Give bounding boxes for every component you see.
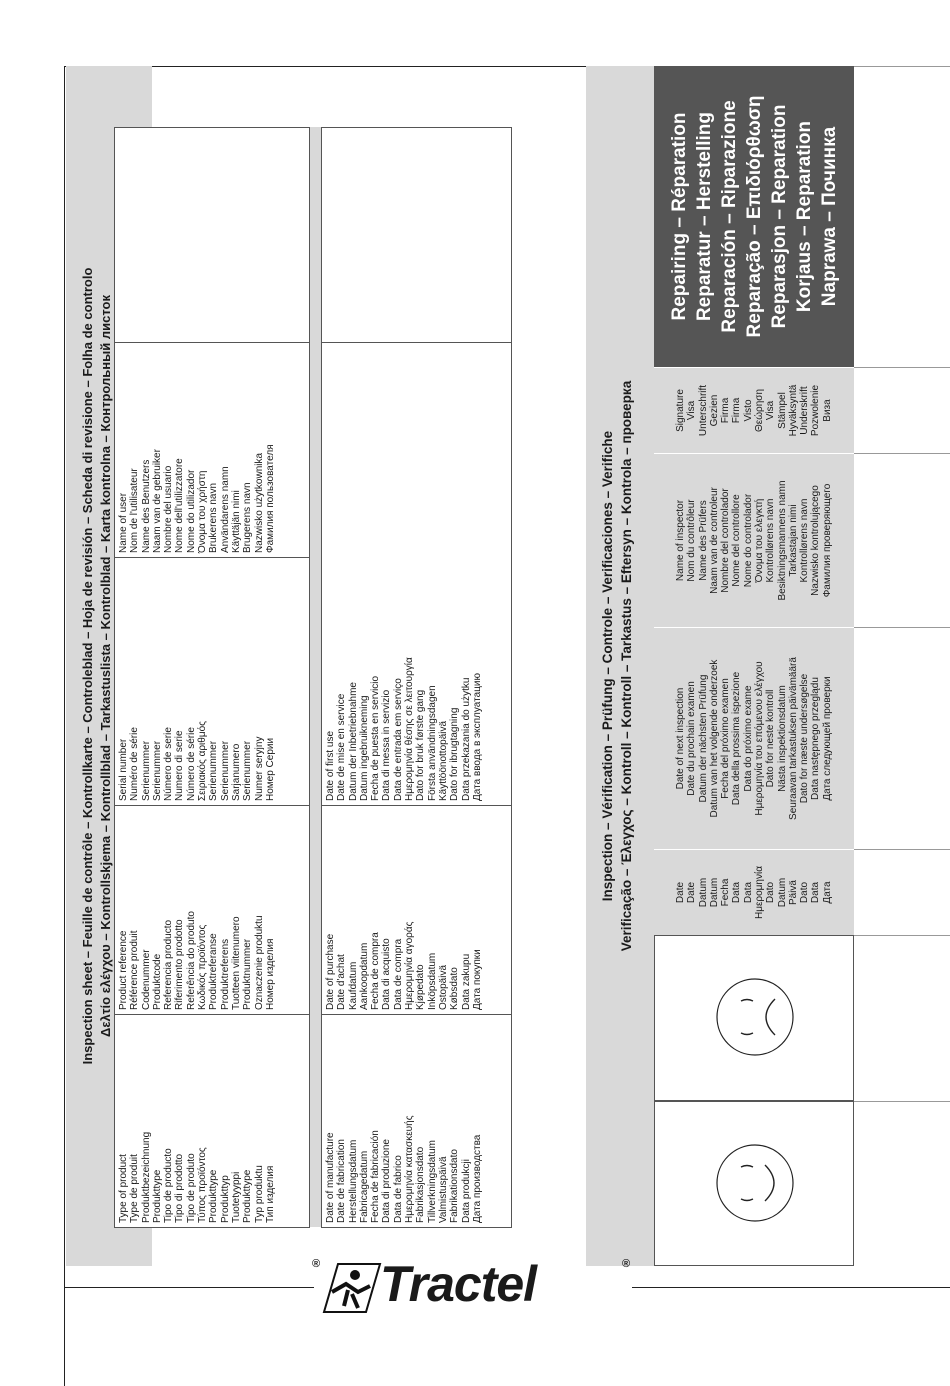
text-line: Datum van het volgende onderzoek — [708, 659, 720, 818]
inspector-entry[interactable] — [854, 453, 950, 627]
text-line: Τύπος προϊόντος — [197, 1147, 209, 1223]
text-line: Reparasjon – Reparation — [768, 104, 790, 329]
text-line: Oznaczenie produktu — [253, 915, 265, 1010]
text-line: Serial number — [118, 738, 129, 801]
text-line: Dato for neste kontroll — [765, 689, 777, 788]
text-line: Ημερομηνία κατασκευής — [404, 1115, 416, 1223]
product-reference-cell[interactable] — [115, 806, 310, 1015]
happy-face-icon — [713, 1141, 797, 1225]
text-line: Номер Серии — [264, 737, 276, 801]
text-line: Serienummer — [140, 740, 152, 801]
text-line: Brukerens navn — [208, 482, 220, 553]
text-line: Kontrollørens navn — [799, 498, 811, 583]
text-line: Type de produit — [129, 1154, 141, 1223]
date-of-manufacture-label — [325, 1019, 483, 1223]
text-line: Ημερομηνία θέσης σε λειτουργία — [404, 657, 416, 801]
row-separator — [310, 128, 322, 1228]
text-line: Seuraavan tarkastuksen päivämäärä — [787, 657, 799, 820]
text-line: Data do próximo exame — [742, 685, 754, 792]
text-line: Produktcode — [151, 953, 163, 1010]
date-of-first-use-cell[interactable] — [322, 343, 512, 806]
text-line: Fecha — [720, 878, 732, 907]
serial-number-label — [118, 562, 276, 801]
text-line: Tipo di prodotto — [174, 1153, 186, 1223]
text-line: Nombre del controlador — [720, 488, 732, 593]
text-line: Reparatur – Herstelling — [693, 111, 715, 322]
product-reference-label — [118, 810, 276, 1010]
text-line: Produkttyp — [219, 1175, 231, 1223]
text-line: Nazwisko kontrolującego — [810, 485, 822, 596]
page-frame-left — [64, 66, 65, 1386]
repairing-entry[interactable] — [854, 66, 950, 367]
text-line: Data zakupu — [460, 953, 472, 1010]
text-line: Date — [674, 881, 686, 904]
text-line: Référence produit — [129, 930, 141, 1010]
text-line: Nome dell'utilizzatore — [174, 458, 186, 553]
text-line: Date de fabrication — [336, 1139, 348, 1223]
sheet-title-line2: Δελτίο ελέγχου – Kontrollskjema – Kontrollblad – Tarkastuslista – Kontrolblad – Karta kontrolna – Контрольный листок — [98, 295, 113, 1037]
inspection-band — [586, 66, 654, 1266]
text-line: Data produkcji — [460, 1159, 472, 1223]
text-line: Фамилия проверяющего — [821, 483, 833, 598]
inspection-header-row — [654, 66, 854, 1266]
tractel-logo — [312, 1256, 638, 1316]
text-line: Data — [810, 881, 822, 904]
good-condition-entry[interactable] — [854, 1101, 950, 1266]
text-line: Name des Benutzers — [140, 459, 152, 553]
date-of-purchase-cell[interactable] — [322, 806, 512, 1015]
text-line: Σειριακός αριθμός — [197, 721, 209, 801]
text-line: Dato for næste undersøgelse — [799, 673, 811, 804]
text-line: Fabricagedatum — [358, 1150, 370, 1223]
repairing-label — [667, 96, 842, 338]
blank-cell-2[interactable] — [322, 128, 512, 343]
name-of-user-label — [118, 347, 276, 553]
logo-wordmark: Tractel — [380, 1256, 537, 1312]
text-line: Dato for ibrugtagning — [449, 707, 461, 801]
text-line: Produktnummer — [242, 938, 254, 1010]
text-line: Datum ingebruikneming — [358, 695, 370, 801]
text-line: Nome del controllore — [731, 494, 743, 587]
text-line: Reparação – Επιδιόρθωση — [743, 95, 765, 338]
text-line: Tipo de producto — [163, 1148, 175, 1223]
text-line: Repairing – Réparation — [668, 112, 690, 321]
tractel-runner-icon — [318, 1262, 382, 1316]
text-line: Reparación – Riparazione — [718, 100, 740, 333]
text-line: Date of next inspection — [674, 687, 686, 790]
text-line: Unterschrift — [697, 384, 709, 437]
text-line: Serienummer — [208, 740, 220, 801]
text-line: Kontrollørens navn — [765, 498, 777, 583]
text-line: Fecha de fabricación — [370, 1130, 382, 1223]
text-line: Κωδικός προϊόντος — [197, 924, 209, 1010]
text-line: Fabrikationsdato — [449, 1149, 461, 1223]
signature-label — [673, 383, 835, 439]
text-line: Första användningsdagen — [426, 685, 438, 801]
blank-cell-1[interactable] — [115, 128, 310, 343]
text-line: Dato — [765, 881, 777, 904]
text-line: Date du prochain examen — [686, 681, 698, 796]
inspection-entry-row — [854, 66, 950, 1266]
text-line: Fecha del próximo examen — [720, 678, 732, 799]
text-line: Kaufdatum — [347, 961, 359, 1010]
text-line: Date d'achat — [336, 954, 348, 1010]
inspector-label — [673, 478, 835, 602]
type-of-product-cell[interactable] — [115, 1015, 310, 1228]
text-line: Data przekazania do użytku — [460, 677, 472, 801]
text-line: Produkttype — [151, 1169, 163, 1223]
text-line: Serienummer — [242, 740, 254, 801]
text-line: Дата ввода в эксплуатацию — [471, 673, 483, 801]
text-line: Visa — [686, 400, 698, 421]
inspector-header — [654, 453, 854, 627]
text-line: Serienummer — [151, 740, 163, 801]
frame-bottom-left-line — [64, 1287, 314, 1288]
text-line: Número de série — [185, 727, 197, 801]
text-line: Nombre del usuario — [163, 465, 175, 553]
text-line: Όνομα του χρήστη — [197, 470, 209, 553]
sheet-title-line1: Inspection sheet – Feuille de contrôle – Kontrollkarte – Controleblad – Hoja de revisión – Scheda di revisione – Folha de controlo — [80, 267, 95, 1065]
text-line: Fabrikasjonsdato — [415, 1146, 427, 1223]
text-line: Gezien — [708, 394, 720, 427]
text-line: Pozwolenie — [810, 384, 822, 437]
good-condition-header — [654, 1101, 854, 1266]
text-line: Visa — [765, 400, 777, 421]
text-line: Data de fabrico — [392, 1155, 404, 1223]
text-line: Datum der Inbetriebnahme — [347, 682, 359, 801]
text-line: Nästa inspektionsdatum — [776, 685, 788, 792]
text-line: Дата — [821, 881, 833, 904]
text-line: Date of manufacture — [325, 1132, 336, 1223]
text-line: Fecha de compra — [370, 932, 382, 1010]
text-line: Besiktningsmannens namn — [776, 480, 788, 601]
text-line: Date of first use — [325, 730, 336, 801]
text-line: Tillverkningsdatum — [426, 1140, 438, 1223]
text-line: Aankoopdatum — [358, 942, 370, 1010]
next-inspection-entry[interactable] — [854, 627, 950, 849]
text-line: Serienummer — [219, 740, 231, 801]
text-line: Datum — [708, 877, 720, 908]
frame-bottom-right-line — [632, 1287, 950, 1288]
text-line: Date de mise en service — [336, 693, 348, 801]
text-line: Kjøpedato — [415, 964, 427, 1010]
text-line: Nazwisko użytkownika — [253, 452, 265, 553]
text-line: Fecha de puesta en servicio — [370, 675, 382, 801]
text-line: Hyväksyntä — [787, 384, 799, 437]
bad-condition-entry[interactable] — [854, 935, 950, 1101]
logo-registered-mark-right: ® — [622, 1258, 631, 1270]
text-line: Data di messa in servizio — [381, 689, 393, 801]
sad-face-icon — [713, 975, 797, 1059]
text-line: Nom de l'utilisateur — [129, 468, 141, 553]
text-line: Referencia producto — [163, 919, 175, 1010]
text-line: Дата производства — [471, 1134, 483, 1223]
text-line: Produktreferens — [219, 938, 231, 1010]
text-line: Købsdato — [449, 967, 461, 1010]
text-line: Codenummer — [140, 949, 152, 1010]
next-inspection-label — [673, 655, 835, 822]
serial-number-cell[interactable] — [115, 558, 310, 806]
text-line: Data — [742, 881, 754, 904]
text-line: Nome do controlador — [742, 493, 754, 588]
date-header-label — [673, 864, 835, 921]
logo-registered-mark-left: ® — [312, 1258, 321, 1270]
text-line: Type of product — [118, 1154, 129, 1223]
inspection-title-line1: Inspection – Vérification – Prüfung – Controle – Verificaciones – Verifiche — [600, 430, 615, 902]
text-line: Data della prossima ispezione — [731, 671, 743, 806]
text-line: Inköpsdatum — [426, 952, 438, 1010]
text-line: Тип изделия — [264, 1165, 276, 1223]
text-line: Date — [686, 881, 698, 904]
repairing-header — [654, 66, 854, 367]
text-line: Numer seryjny — [253, 736, 265, 801]
text-line: Produkttype — [242, 1169, 254, 1223]
text-line: Användarens namn — [219, 466, 231, 553]
text-line: Tuotetyyppi — [230, 1171, 242, 1223]
text-line: Product reference — [118, 930, 129, 1010]
text-line: Data de compra — [392, 938, 404, 1010]
name-of-user-cell[interactable] — [115, 343, 310, 558]
text-line: Päivä — [787, 880, 799, 906]
text-line: Виза — [821, 399, 833, 422]
text-line: Data następnego przeglądu — [810, 677, 822, 800]
text-line: Tuotteen viitenumero — [230, 916, 242, 1010]
text-line: Firma — [720, 397, 732, 424]
text-line: Data di produzione — [381, 1139, 393, 1223]
date-of-manufacture-cell[interactable] — [322, 1015, 512, 1228]
next-inspection-header — [654, 627, 854, 849]
text-line: Nome do utilizador — [185, 469, 197, 553]
text-line: Produktreferanse — [208, 933, 220, 1010]
text-line: Name des Prüfers — [697, 500, 709, 581]
product-info-table — [114, 127, 512, 1228]
text-line: Typ produktu — [253, 1165, 265, 1223]
text-line: Dato — [799, 881, 811, 904]
text-line: Korjaus – Reparation — [793, 120, 815, 313]
text-line: Data di acquisto — [381, 938, 393, 1010]
text-line: Дата покупки — [471, 949, 483, 1010]
text-line: Data — [731, 881, 743, 904]
text-line: Name of inspector — [674, 499, 686, 582]
text-line: Numero di serie — [174, 730, 186, 801]
text-line: Tipo de produto — [185, 1153, 197, 1223]
text-line: Data de entrada em serviço — [392, 678, 404, 801]
text-line: Datum der nächsten Prüfung — [697, 674, 709, 803]
text-line: Brugerens navn — [242, 482, 254, 553]
text-line: Firma — [731, 397, 743, 424]
date-of-purchase-label — [325, 810, 483, 1010]
text-line: Riferimento prodotto — [174, 919, 186, 1010]
text-line: Ημερομηνία του επόμενου ελέγχου — [754, 661, 765, 816]
inspection-sheet — [66, 66, 950, 1266]
text-line: Signature — [674, 389, 686, 432]
inspection-title-line2: Verificação – Έλεγχος – Kontroll – Kontroll – Tarkastus – Eftersyn – Kontrola – проверка — [619, 380, 634, 952]
text-line: Referência do produto — [185, 911, 197, 1010]
date-entry[interactable] — [854, 849, 950, 935]
text-line: Фамилия пользователя — [264, 444, 276, 553]
text-line: Datum — [697, 877, 709, 908]
text-line: Ostopäivä — [437, 964, 449, 1010]
text-line: Номер изделия — [264, 938, 276, 1010]
date-header — [654, 849, 854, 935]
text-line: Name of user — [118, 492, 129, 553]
text-line: Θεώρηση — [754, 388, 765, 433]
text-line: Valmistuspäivä — [437, 1156, 449, 1223]
text-line: Naam van de gebruiker — [151, 449, 163, 553]
text-line: Dato for bruk første gang — [415, 689, 427, 801]
text-line: Visto — [742, 399, 754, 422]
text-line: Datum — [776, 877, 788, 908]
text-line: Número de serie — [163, 727, 175, 801]
text-line: Date of purchase — [325, 933, 336, 1010]
text-line: Дата следующей проверки — [821, 676, 833, 801]
text-line: Tarkastajan nimi — [787, 504, 799, 577]
inspection-grid — [654, 66, 950, 1266]
text-line: Όνομα του ελεγκτή — [754, 498, 765, 583]
text-line: Numéro de série — [129, 727, 141, 801]
bad-condition-header — [654, 935, 854, 1101]
text-line: Naam van de controleur — [708, 487, 720, 594]
signature-entry[interactable] — [854, 367, 950, 453]
text-line: Herstellungsdatum — [347, 1139, 359, 1223]
type-of-product-label — [118, 1019, 276, 1223]
text-line: Ημερομηνία — [754, 865, 765, 920]
text-line: Underskrift — [799, 386, 811, 435]
signature-header — [654, 367, 854, 453]
text-line: Stämpel — [776, 392, 788, 429]
date-of-first-use-label — [325, 347, 483, 801]
text-line: Sarjanumero — [230, 743, 242, 801]
text-line: Käyttäjän nimi — [230, 490, 242, 553]
text-line: Ημερομηνία αγοράς — [404, 921, 416, 1010]
text-line: Naprawa – Починка — [818, 126, 840, 307]
text-line: Käyttöönottopäivä — [437, 720, 449, 801]
text-line: Produktbezeichnung — [140, 1131, 152, 1223]
text-line: Nom du contrôleur — [686, 499, 698, 582]
text-line: Produkttype — [208, 1169, 220, 1223]
